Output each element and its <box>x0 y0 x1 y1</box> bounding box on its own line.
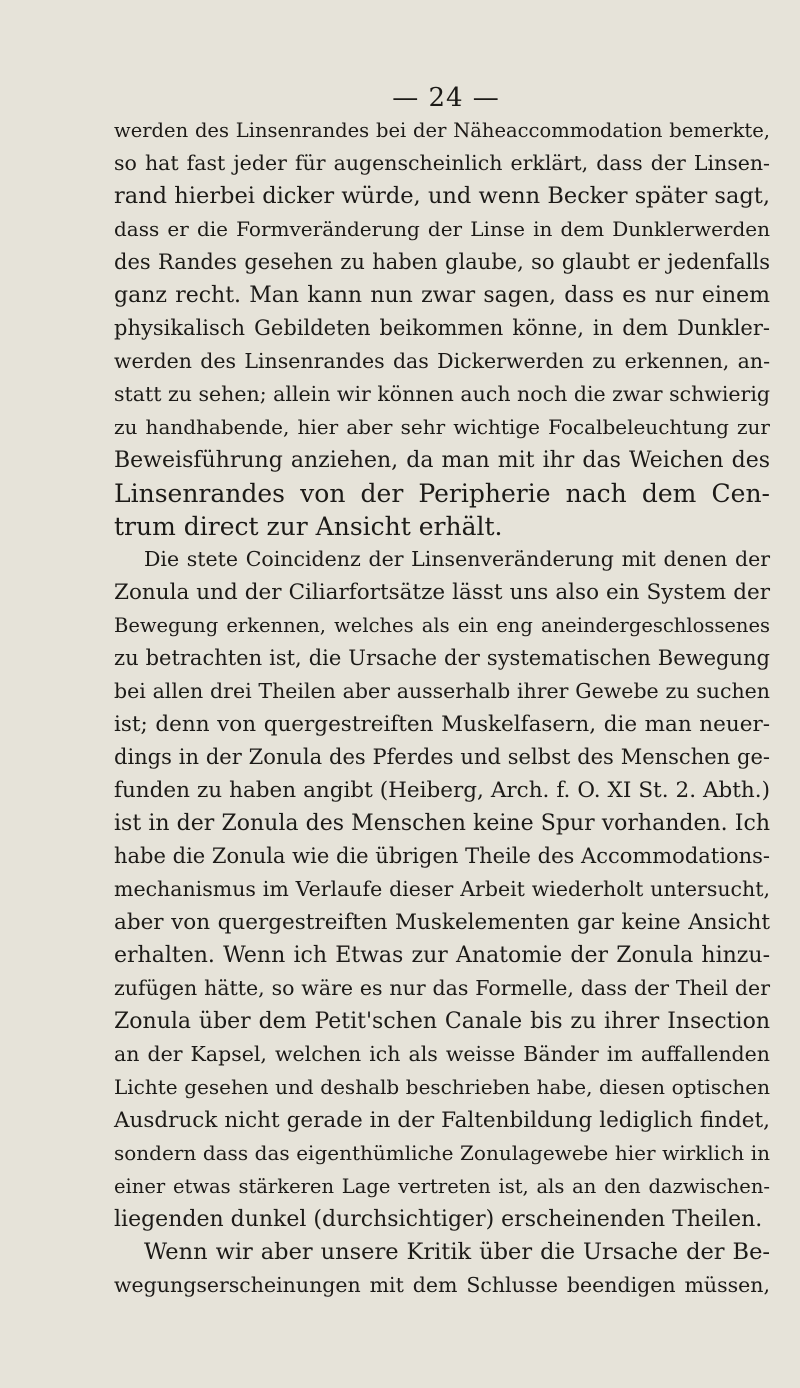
text-line: werden des Linsenrandes bei der Näheaccommodation bemerkte, <box>114 119 770 142</box>
text-line: aber von quergestreiften Muskelementen gar keine Ansicht <box>114 910 770 935</box>
page-number: — 24 — <box>392 83 500 113</box>
text-line: liegenden dunkel (durchsichtiger) erscheinenden Theilen. <box>114 1207 763 1232</box>
text-line: werden des Linsenrandes das Dickerwerden zu erkennen, an- <box>114 349 770 373</box>
text-line: trum direct zur Ansicht erhält. <box>114 512 503 541</box>
text-line: dings in der Zonula des Pferdes und selbst des Menschen ge- <box>114 745 770 769</box>
text-line: wegungserscheinungen mit dem Schlusse beendigen müssen, <box>114 1273 770 1297</box>
text-line: Zonula über dem Petit'schen Canale bis zu ihrer Insection <box>114 1009 770 1034</box>
text-line: funden zu haben angibt (Heiberg, Arch. f. O. XI St. 2. Abth.) <box>114 778 770 803</box>
text-line: Linsenrandes von der Peripherie nach dem Cen- <box>114 479 770 508</box>
text-line: statt zu sehen; allein wir können auch noch die zwar schwierig <box>114 382 770 406</box>
text-line: Die stete Coincidenz der Linsenveränderung mit denen der <box>144 547 770 571</box>
text-line: mechanismus im Verlaufe dieser Arbeit wiederholt untersucht, <box>114 877 770 901</box>
text-line: Bewegung erkennen, welches als ein eng aneindergeschlossenes <box>114 614 770 637</box>
text-line: Wenn wir aber unsere Kritik über die Ursache der Be- <box>144 1239 770 1265</box>
text-line: an der Kapsel, welchen ich als weisse Bänder im auffallenden <box>114 1042 770 1066</box>
text-line: einer etwas stärkeren Lage vertreten ist, als an den dazwischen- <box>114 1175 770 1198</box>
text-line: Beweisführung anziehen, da man mit ihr das Weichen des <box>114 448 770 473</box>
text-line: erhalten. Wenn ich Etwas zur Anatomie der Zonula hinzu- <box>114 943 770 968</box>
text-line: dass er die Formveränderung der Linse in dem Dunklerwerden <box>114 217 770 241</box>
text-line: ist in der Zonula des Menschen keine Spur vorhanden. Ich <box>114 811 770 836</box>
text-line: ist; denn von quergestreiften Muskelfasern, die man neuer- <box>114 712 770 737</box>
text-line: des Randes gesehen zu haben glaube, so glaubt er jedenfalls <box>114 250 770 274</box>
text-line: zu handhabende, hier aber sehr wichtige Focalbeleuchtung zur <box>114 415 770 439</box>
text-line: so hat fast jeder für augenscheinlich erklärt, dass der Linsen- <box>114 151 770 175</box>
text-line: Lichte gesehen und deshalb beschrieben habe, diesen optischen <box>114 1075 770 1099</box>
text-line: Zonula und der Ciliarfortsätze lässt uns also ein System der <box>114 580 770 605</box>
text-line: habe die Zonula wie die übrigen Theile des Accommodations- <box>114 844 770 868</box>
text-line: rand hierbei dicker würde, und wenn Becker später sagt, <box>114 183 770 209</box>
body-text <box>114 114 770 1302</box>
text-line: physikalisch Gebildeten beikommen könne, in dem Dunkler- <box>114 316 770 340</box>
text-line: ganz recht. Man kann nun zwar sagen, dass es nur einem <box>114 283 770 308</box>
text-line: sondern dass das eigenthümliche Zonulagewebe hier wirklich in <box>114 1141 770 1165</box>
text-line: zu betrachten ist, die Ursache der systematischen Bewegung <box>114 646 770 670</box>
text-line: Ausdruck nicht gerade in der Faltenbildung lediglich findet, <box>114 1108 770 1133</box>
text-line: bei allen drei Theilen aber ausserhalb ihrer Gewebe zu suchen <box>114 679 770 703</box>
text-line: zufügen hätte, so wäre es nur das Formelle, dass der Theil der <box>114 976 770 1000</box>
